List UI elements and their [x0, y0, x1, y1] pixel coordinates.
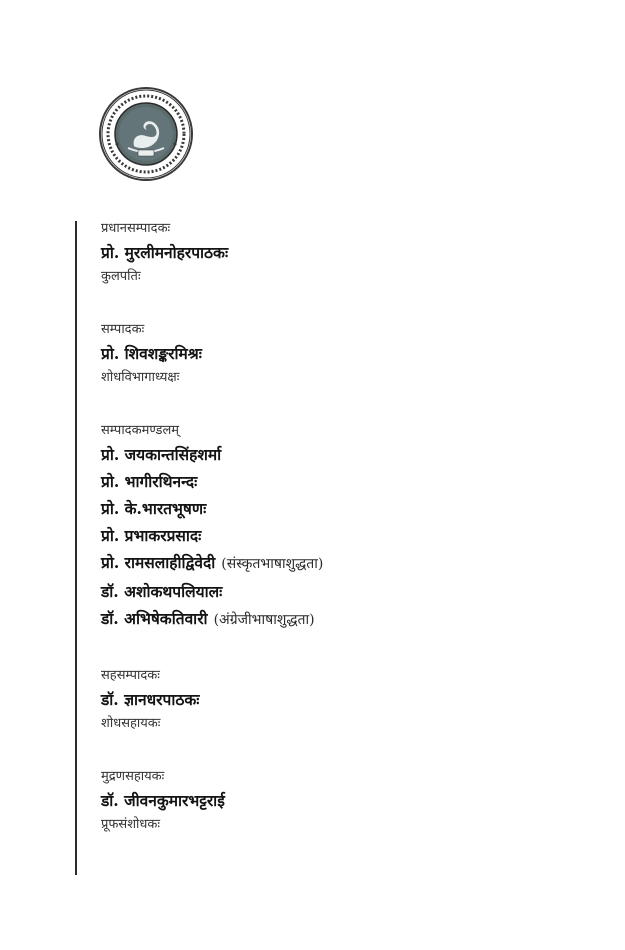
editorial-board	[101, 219, 601, 836]
member-name: प्रो. जयकान्तसिंहशर्मा	[101, 445, 222, 464]
board-member	[101, 495, 601, 522]
print-assistant-section	[101, 767, 601, 836]
co-editor-section	[101, 666, 601, 735]
role-label: मुद्रणसहायकः	[101, 769, 165, 784]
board-member	[101, 468, 601, 495]
editorial-board-section	[101, 421, 601, 634]
editor-section	[101, 320, 601, 389]
person-name: डॉ. ज्ञानधरपाठकः	[101, 690, 200, 709]
role-label: सहसम्पादकः	[101, 668, 160, 683]
designation-label: प्रूफसंशोधकः	[101, 817, 161, 832]
designation-label: शोधविभागाध्यक्षः	[101, 370, 180, 385]
chief-editor-section	[101, 219, 601, 288]
member-name: प्रो. के.भारतभूषणः	[101, 499, 207, 518]
board-member	[101, 549, 601, 578]
board-member	[101, 605, 601, 634]
member-name: प्रो. प्रभाकरप्रसादः	[101, 526, 202, 545]
person-name: प्रो. शिवशङ्करमिश्रः	[101, 344, 202, 363]
member-name: प्रो. भागीरथिनन्दः	[101, 472, 198, 491]
person-name: प्रो. मुरलीमनोहरपाठकः	[101, 243, 229, 262]
member-note: (अंग्रेजीभाषाशुद्धता)	[213, 612, 315, 628]
board-member	[101, 522, 601, 549]
role-label: सम्पादकमण्डलम्	[101, 423, 180, 438]
board-member	[101, 441, 601, 468]
designation-label: शोधसहायकः	[101, 716, 161, 731]
member-name: डॉ. अभिषेकतिवारी	[101, 609, 208, 628]
designation-label: कुलपतिः	[101, 269, 141, 284]
board-member	[101, 578, 601, 605]
member-note: (संस्कृतभाषाशुद्धता)	[221, 556, 324, 572]
member-name: डॉ. अशोकथपलियालः	[101, 582, 223, 601]
role-label: प्रधानसम्पादकः	[101, 221, 171, 236]
member-name: प्रो. रामसलाहीद्विवेदी	[101, 553, 216, 572]
person-name: डॉ. जीवनकुमारभट्टराई	[101, 791, 225, 810]
vertical-rule	[75, 221, 77, 875]
role-label: सम्पादकः	[101, 322, 145, 337]
university-seal-icon	[98, 86, 194, 182]
